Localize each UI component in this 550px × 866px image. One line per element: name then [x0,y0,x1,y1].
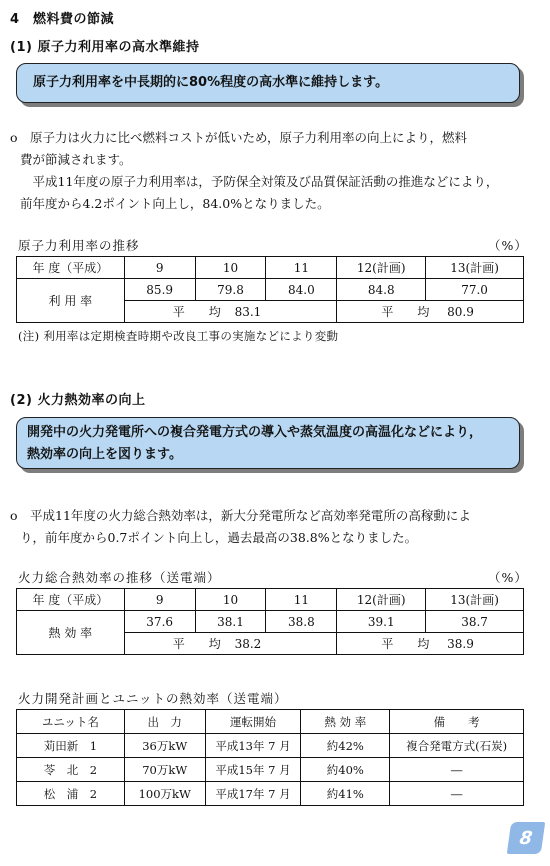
para-line: り，前年度から0.7ポイント向上し，過去最高の38.8%となりました。 [20,530,418,545]
bullet-marker: o [10,130,18,145]
efficiency-cell: 約42% [301,734,390,758]
nuclear-table-unit: （%） [488,238,528,253]
header-cell: 13(計画) [426,257,524,279]
unit-name-cell: 苓 北 2 [17,758,125,782]
table-row [17,782,524,806]
thermal-table-unit: （%） [488,570,528,585]
average-cell [337,633,524,655]
unit-name-cell: 松 浦 2 [17,782,125,806]
table-row [17,734,524,758]
value-cell: 77.0 [426,279,524,301]
header-cell: ユニット名 [17,710,125,734]
value-cell: 38.1 [195,611,266,633]
header-cell: 熱 効 率 [301,710,390,734]
value-cell: 38.8 [266,611,337,633]
remarks-cell: ― [390,758,524,782]
average-value: 80.9 [447,305,474,319]
para-line: 平成11年度の原子力利用率は，予防保全対策及び品質保証活動の推進などにより， [20,174,499,189]
thermal-efficiency-table [16,588,524,655]
remarks-cell: 複合発電方式(石炭) [390,734,524,758]
para-line: 費が節減されます。 [20,152,132,167]
table-header-row [17,589,524,611]
unit-name-cell: 苅田新 1 [17,734,125,758]
callout-line: 熱効率の向上を図ります。 [27,447,182,462]
average-value: 38.2 [234,637,262,651]
header-cell: 9 [124,589,195,611]
header-cell: 備 考 [390,710,524,734]
value-cell: 79.8 [195,279,266,301]
nuclear-utilization-table [16,256,524,323]
efficiency-cell: 約40% [301,758,390,782]
nuclear-callout [16,63,520,103]
value-cell: 37.6 [124,611,195,633]
header-cell: 9 [124,257,195,279]
start-date-cell: 平成17年 7 月 [205,782,301,806]
plan-table-title: 火力開発計画とユニットの熱効率（送電端） [18,691,288,706]
table-row [17,611,524,633]
value-cell: 39.1 [337,611,426,633]
para-line: 原子力は火力に比べ燃料コストが低いため，原子力利用率の向上により，燃料 [30,130,468,145]
average-label: 平 均 [172,637,221,651]
thermal-paragraph [10,505,540,549]
efficiency-cell: 約41% [301,782,390,806]
header-cell: 11 [266,257,337,279]
average-label: 平 均 [381,305,430,319]
header-cell: 出 力 [124,710,205,734]
table-header-row [17,257,524,279]
table-row [17,279,524,301]
header-cell: 10 [195,589,266,611]
nuclear-heading: (1) 原子力利用率の高水準維持 [10,40,200,55]
header-cell: 12(計画) [337,257,426,279]
table-header-row [17,710,524,734]
bullet-marker: o [10,508,18,523]
average-cell [124,301,337,323]
callout-line: 開発中の火力発電所への複合発電方式の導入や蒸気温度の高温化などにより， [27,425,483,440]
header-cell: 13(計画) [426,589,524,611]
page-number: 8 [518,827,534,849]
start-date-cell: 平成15年 7 月 [205,758,301,782]
thermal-heading: (2) 火力熱効率の向上 [10,393,146,408]
page-number-badge [507,822,545,854]
section-title: 4 燃料費の節減 [10,12,115,27]
header-cell: 12(計画) [337,589,426,611]
value-cell: 84.0 [266,279,337,301]
row-label: 熱 効 率 [17,611,125,655]
value-cell: 85.9 [124,279,195,301]
nuclear-paragraph [10,127,540,215]
nuclear-callout-text: 原子力利用率を中長期的に80%程度の高水準に維持します。 [33,75,389,90]
para-line: 平成11年度の火力総合熱効率は，新大分発電所など高効率発電所の高稼動によ [30,508,471,523]
value-cell: 84.8 [337,279,426,301]
nuclear-table-title: 原子力利用率の推移 [18,238,140,253]
nuclear-note: (注) 利用率は定期検査時期や改良工事の実施などにより変動 [18,329,339,343]
output-cell: 100万kW [124,782,205,806]
value-cell: 38.7 [426,611,524,633]
average-value: 83.1 [234,305,262,319]
output-cell: 70万kW [124,758,205,782]
thermal-plan-table [16,709,524,806]
average-cell [124,633,337,655]
average-cell [337,301,524,323]
para-line: 前年度から4.2ポイント向上し，84.0%となりました。 [20,196,330,211]
average-label: 平 均 [381,637,430,651]
header-cell: 10 [195,257,266,279]
header-cell: 11 [266,589,337,611]
output-cell: 36万kW [124,734,205,758]
average-value: 38.9 [447,637,474,651]
average-label: 平 均 [172,305,221,319]
header-cell: 年 度（平成） [17,589,125,611]
header-cell: 運転開始 [205,710,301,734]
row-label: 利 用 率 [17,279,125,323]
table-row [17,758,524,782]
thermal-table-title: 火力総合熱効率の推移（送電端） [18,570,221,585]
header-cell: 年 度（平成） [17,257,125,279]
remarks-cell: ― [390,782,524,806]
thermal-callout [16,417,520,469]
start-date-cell: 平成13年 7 月 [205,734,301,758]
